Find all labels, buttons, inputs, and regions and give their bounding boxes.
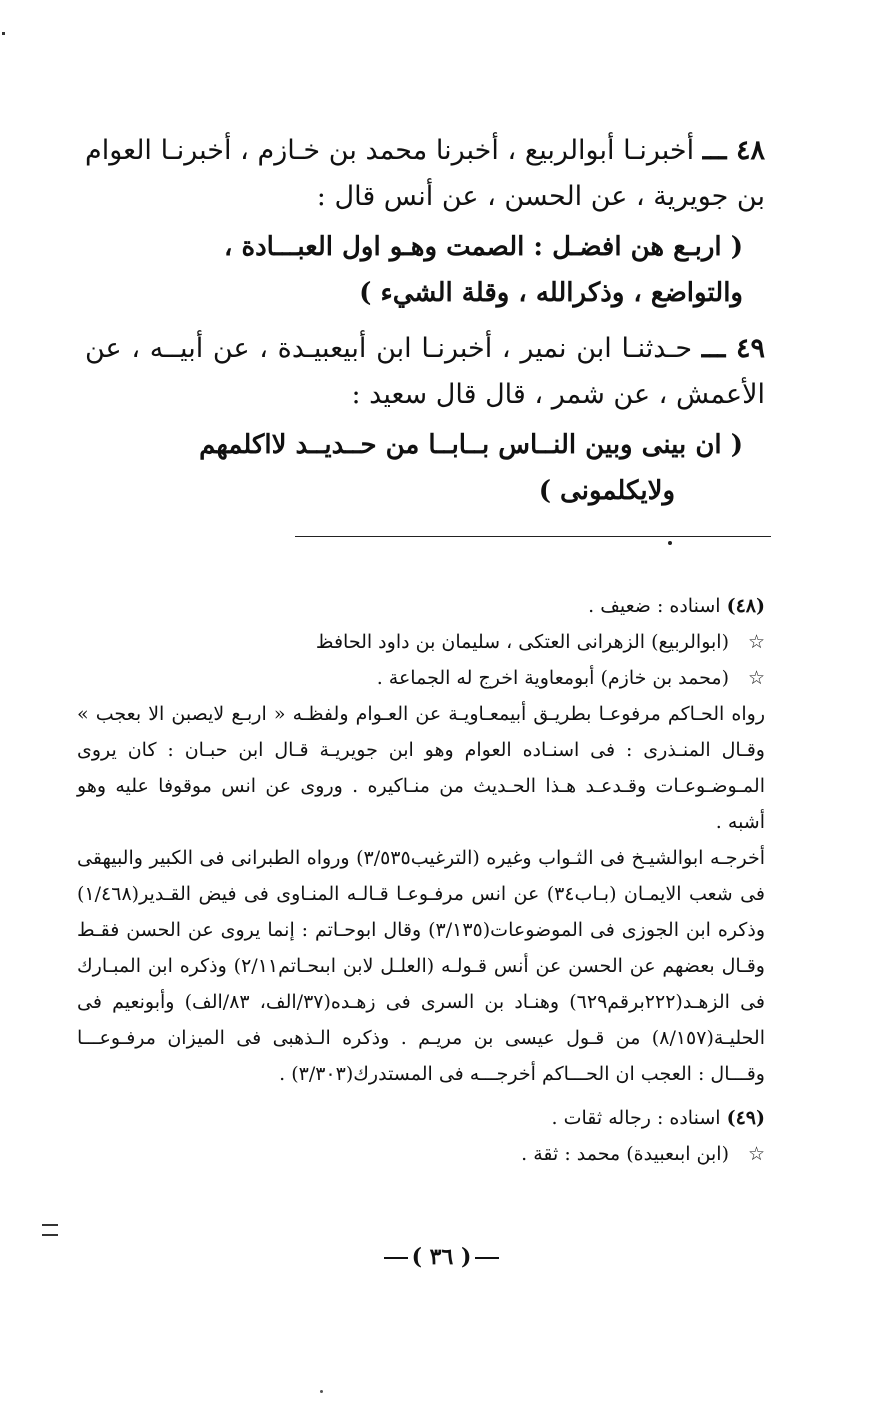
note-narrator-line [77,1136,765,1172]
hadith-text-49 [85,422,765,514]
footnote-separator [295,536,771,537]
note-49-heading [77,1100,765,1136]
dash-mark [475,1257,499,1259]
page-number-text: ( ٣٦ ) [411,1244,472,1270]
hadith-number: ٤٩ ـــ [701,333,765,364]
hadith-section [85,128,765,514]
hadith-text-line: ولايكلمونى ) [538,476,675,506]
note-number: (٤٨) [726,595,765,617]
hadith-text-line: ( ان بينى وبين النــاس بــابــا من حــديــد لااكلمهم [199,430,743,460]
narrator-note: (ابن ابىعبيدة) محمد : ثقة . [521,1143,729,1165]
hadith-text-48 [85,224,765,316]
hadith-text-line: ( اربـع هن افضـل : الصمت وهـو اول العبـــادة ، [224,232,743,262]
note-number: (٤٩) [726,1107,765,1129]
note-narrator-line [77,624,765,660]
dash-mark [384,1257,408,1259]
note-paragraph: أخرجـه ابوالشيـخ فى الثـواب وغيره (الترغيب٣/٥٣٥) ورواه الطبرانى فى الكبير والبيهقى فى شعب الايمـان (بـاب٣٤) عن انس مرفـوعـا قـالـه المنـاوى فى فيض القـدير(١/٤٦٨) وذكره ابن الجوزى فى الموضوعات(٣/١٣٥) وقال ابوحـاتم : إنما يروى عن الحسن فقـط وقـال بعضهم عن الحسن عن أنس قـولـه (العلـل لابن ابىحـاتم٢/١١) وذكره ابن المبـارك فى الزهـد(٢٢٢برقم٦٢٩) وهنـاد بن السرى فى زهـده(٣٧/الف، ٨٣/الف) وأبونعيم فى الحليـة(٨/١٥٧) من قـول عيسى بن مريـم . وذكره الـذهبى فى الميزان مرفـوعـــا وقـــال : العجب ان الحـــاكم أخرجـــه فى المستدرك(٣/٣٠٣) . [77,847,766,1085]
hadith-number: ٤٨ ـــ [702,135,765,166]
scan-speck [2,32,5,35]
footnotes [77,588,765,1172]
hadith-isnad: حـدثنـا ابن نمير ، أخبرنـا ابن أبيعبيـدة ، عن أبيــه ، عن الأعمش ، عن شمر ، قال قال سعيد : [85,333,765,410]
star-icon: ☆ [747,667,765,689]
note-48-heading [77,588,765,624]
page-number [0,1244,883,1270]
margin-mark [42,1224,58,1236]
narrator-note: (ابوالربيع) الزهرانى العتكى ، سليمان بن داود الحافظ [315,631,729,653]
scan-speck [320,1390,323,1393]
note-grade: اسناده : ضعيف . [588,595,721,617]
note-grade: اسناده : رجاله ثقات . [551,1107,721,1129]
hadith-text-line: والتواضع ، وذكرالله ، وقلة الشيء ) [359,278,743,308]
hadith-entry-49 [85,326,765,418]
note-paragraph: رواه الحـاكم مرفوعـا بطريـق أبيمعـاويـة عن العـوام ولفظـه « اربـع لايصبن الا بعجب » وقـال المنـذرى : فى اسنـاده العوام وهو ابن جويريـة قـال ابن حبـان : كان يروى المـوضـوعـات وقـدعـد هـذا الحـديث من منـاكيره . وروى عن انس موقوفا عليه وهو أشبه . [77,703,765,833]
star-icon: ☆ [747,631,765,653]
hadith-entry-48 [85,128,765,220]
note-narrator-line [77,660,765,696]
star-icon: ☆ [747,1143,765,1165]
ink-dot [668,541,672,545]
hadith-isnad: أخبرنـا أبوالربيع ، أخبرنا محمد بن خـازم ، أخبرنـا العوام بن جويرية ، عن الحسن ، عن أنس قال : [85,135,765,212]
narrator-note: (محمد بن خازم) أبومعاوية اخرج له الجماعة . [376,667,729,689]
